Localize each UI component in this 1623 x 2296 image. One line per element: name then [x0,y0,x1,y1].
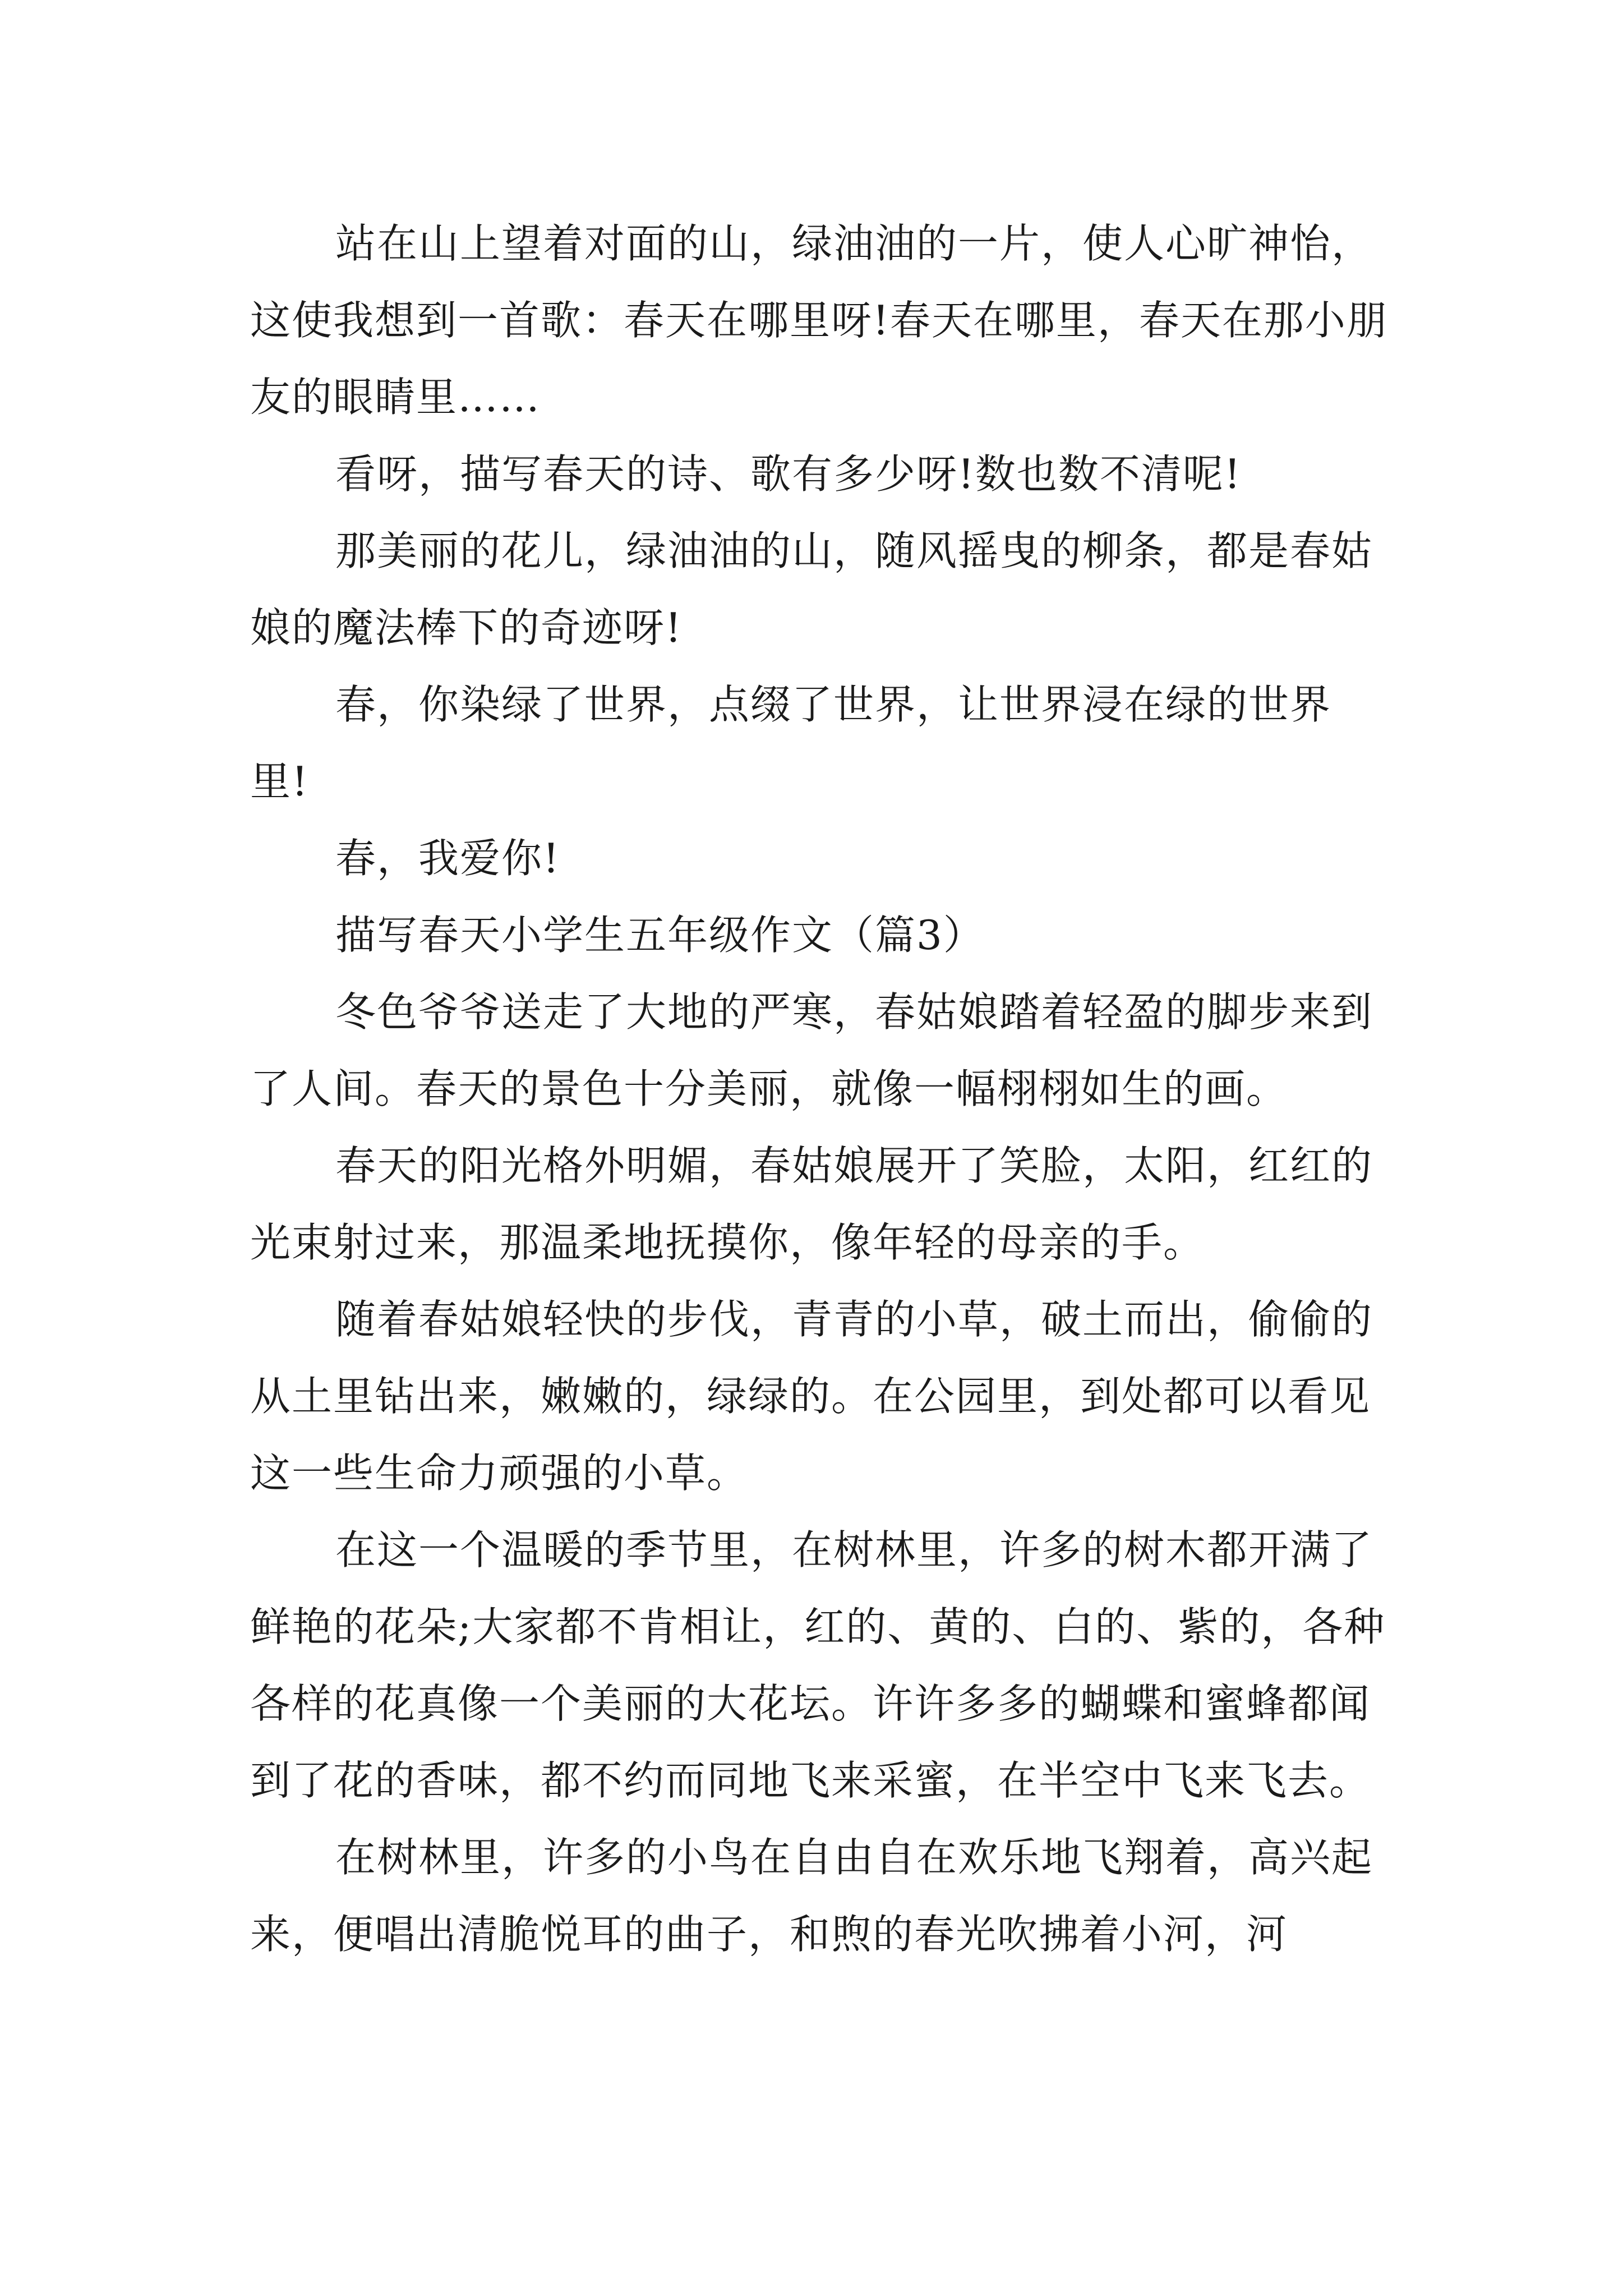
paragraph: 那美丽的花儿，绿油油的山，随风摇曳的柳条，都是春姑娘的魔法棒下的奇迹呀! [250,527,1373,651]
paragraph: 站在山上望着对面的山，绿油油的一片，使人心旷神怡，这使我想到一首歌：春天在哪里呀!春天在哪里，春天在那小朋友的眼睛里…… [250,220,1388,421]
paragraph: 冬色爷爷送走了大地的严寒，春姑娘踏着轻盈的脚步来到了人间。春天的景色十分美丽，就像一幅栩栩如生的画。 [250,988,1373,1112]
paragraph: 在树林里，许多的小鸟在自由自在欢乐地飞翔着，高兴起来，便唱出清脆悦耳的曲子，和煦的春光吹拂着小河，河 [250,1834,1373,1958]
paragraph: 看呀，描写春天的诗、歌有多少呀!数也数不清呢! [335,450,1242,498]
document-body [250,205,1389,1973]
paragraph: 春，你染绿了世界，点缀了世界，让世界浸在绿的世界里! [250,681,1332,805]
paragraph: 春天的阳光格外明媚，春姑娘展开了笑脸，太阳，红红的光束射过来，那温柔地抚摸你，像年轻的母亲的手。 [250,1142,1373,1266]
paragraph: 春，我爱你! [335,835,560,882]
section-heading: 描写春天小学生五年级作文（篇3） [335,912,985,959]
paragraph: 在这一个温暖的季节里，在树林里，许多的树木都开满了鲜艳的花朵;大家都不肯相让，红的、黄的、白的、紫的，各种各样的花真像一个美丽的大花坛。许许多多的蝴蝶和蜜蜂都闻到了花的香味，都不约而同地飞来采蜜，在半空中飞来飞去。 [250,1526,1386,1804]
paragraph: 随着春姑娘轻快的步伐，青青的小草，破土而出，偷偷的从土里钻出来，嫩嫩的，绿绿的。在公园里，到处都可以看见这一些生命力顽强的小草。 [250,1296,1373,1497]
